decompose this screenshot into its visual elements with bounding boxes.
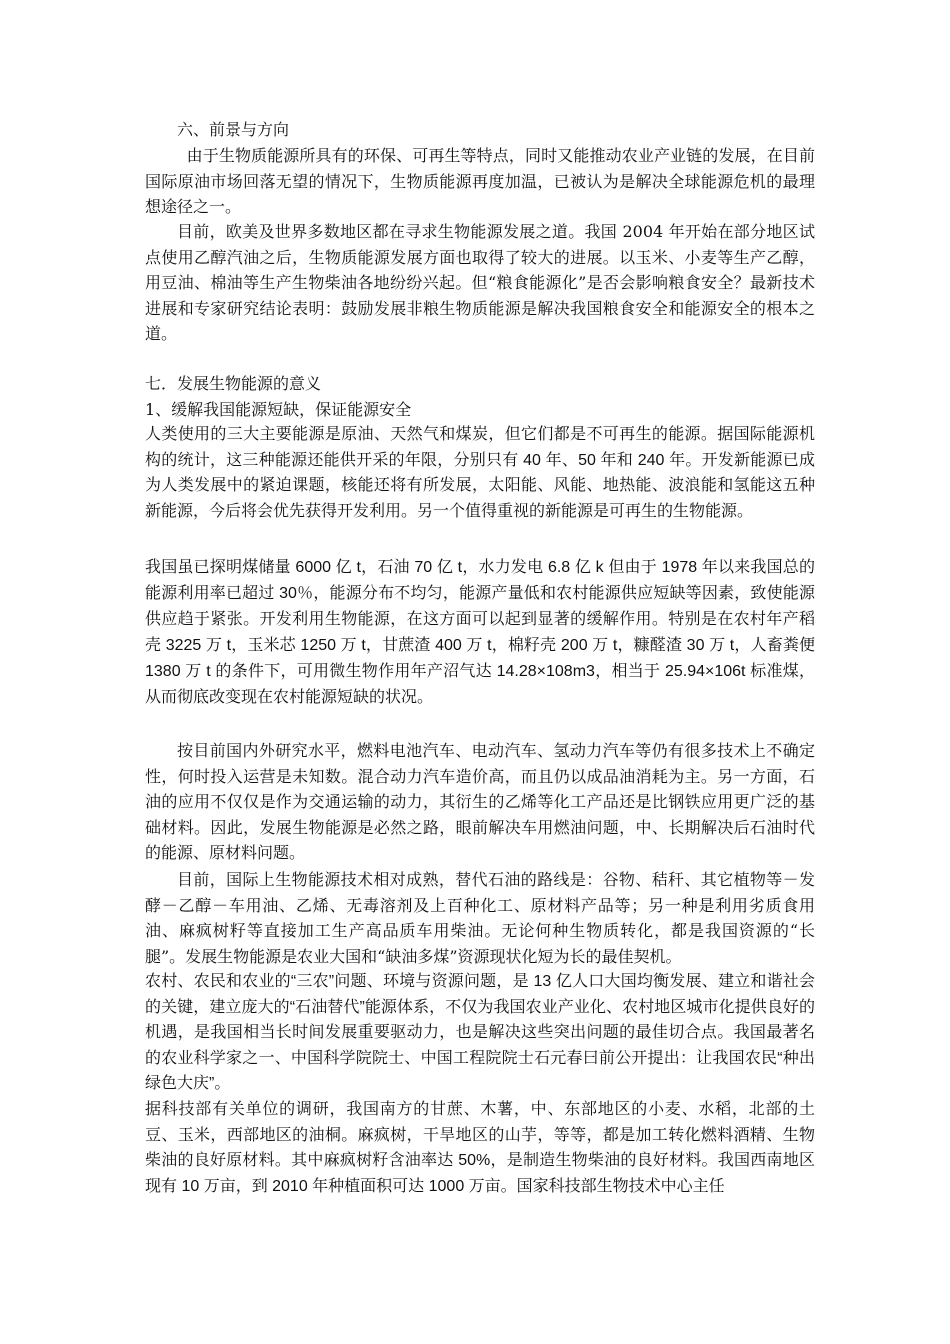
section-6-heading: 六、前景与方向	[177, 120, 290, 139]
section-7-paragraph-1: 人类使用的三大主要能源是原油、天然气和煤炭，但它们都是不可再生的能源。据国际能源机构的统计，这三种能源还能供开采的年限，分别只有 40 年、50 年和 240 年。开发新能源已成为人类发展中的紧迫课题，核能还将有所发展，太阳能、风能、地热能、波浪能和氢能这五种新能源，今后将会优先获得开发利用。另一个值得重视的新能源是可再生的生物能源。	[145, 426, 815, 520]
section-7-paragraph-2: 我国虽已探明煤储量 6000 亿 t，石油 70 亿 t，水力发电 6.8 亿 k 但由于 1978 年以来我国总的能源利用率已超过 30％，能源分布不均匀，能源产量低和农村能源供应短缺等因素，致使能源供应趋于紧张。开发利用生物能源，在这方面可以起到显著的缓解作用。特别是在农村年产稻壳 3225 万 t，玉米芯 1250 万 t，甘蔗渣 400 万 t，棉籽壳 200 万 t，糠醛渣 30 万 t，人畜粪便 1380 万 t 的条件下，可用微生物作用年产沼气达 14.28×108m3，相当于 25.94×106t 标准煤，从而彻底改变现在农村能源短缺的状况。	[145, 559, 815, 706]
section-6-paragraph-1: 由于生物质能源所具有的环保、可再生等特点，同时又能推动农业产业链的发展，在目前国际原油市场回落无望的情况下，生物质能源再度加温，已被认为是解决全球能源危机的最理想途径之一。	[145, 146, 815, 216]
section-7-paragraph-5: 农村、农民和农业的“三农”问题、环境与资源问题，是 13 亿人口大国均衡发展、建立和谐社会的关键，建立庞大的“石油替代”能源体系，不仅为我国农业产业化、农村地区城市化提供良好的机遇，是我国相当长时间发展重要驱动力，也是解决这些突出问题的最佳切合点。我国最著名的农业科学家之一、中国科学院院士、中国工程院院士石元春曰前公开提出：让我国农民“种出绿色大庆”。	[145, 973, 815, 1092]
section-7-paragraph-6: 据科技部有关单位的调研，我国南方的甘蔗、木薯，中、东部地区的小麦、水稻，北部的土豆、玉米，西部地区的油桐。麻疯树，干旱地区的山芋，等等，都是加工转化燃料酒精、生物柴油的良好原材料。其中麻疯树籽含油率达 50%，是制造生物柴油的良好材料。我国西南地区现有 10 万亩，到 2010 年种植面积可达 1000 万亩。国家科技部生物技术中心主任	[145, 1101, 815, 1195]
section-7-subheading: 1、缓解我国能源短缺，保证能源安全	[145, 400, 412, 419]
section-6-paragraph-2: 目前，欧美及世界多数地区都在寻求生物能源发展之道。我国 2004 年开始在部分地区试点使用乙醇汽油之后，生物质能源发展方面也取得了较大的进展。以玉米、小麦等生产乙醇，用豆油、棉油等生产生物柴油各地纷纷兴起。但“粮食能源化”是否会影响粮食安全？最新技术进展和专家研究结论表明：鼓励发展非粮生物质能源是解决我国粮食安全和能源安全的根本之道。	[145, 222, 815, 343]
section-7-heading: 七．发展生物能源的意义	[145, 374, 322, 393]
section-7-paragraph-3: 按目前国内外研究水平，燃料电池汽车、电动汽车、氢动力汽车等仍有很多技术上不确定性，何时投入运营是未知数。混合动力汽车造价高，而且仍以成品油消耗为主。另一方面，石油的应用不仅仅是作为交通运输的动力，其衍生的乙烯等化工产品还是比钢铁应用更广泛的基础材料。因此，发展生物能源是必然之路，眼前解决车用燃油问题，中、长期解决后石油时代的能源、原材料问题。	[145, 741, 815, 862]
section-7-paragraph-4: 目前，国际上生物能源技术相对成熟，替代石油的路线是：谷物、秸秆、其它植物等－发酵－乙醇－车用油、乙烯、无毒溶剂及上百种化工、原材料产品等；另一种是利用劣质食用油、麻疯树籽等直接加工生产高品质车用柴油。无论何种生物质转化，都是我国资源的“长腿”。发展生物能源是农业大国和“缺油多煤”资源现状化短为长的最佳契机。	[145, 870, 815, 966]
